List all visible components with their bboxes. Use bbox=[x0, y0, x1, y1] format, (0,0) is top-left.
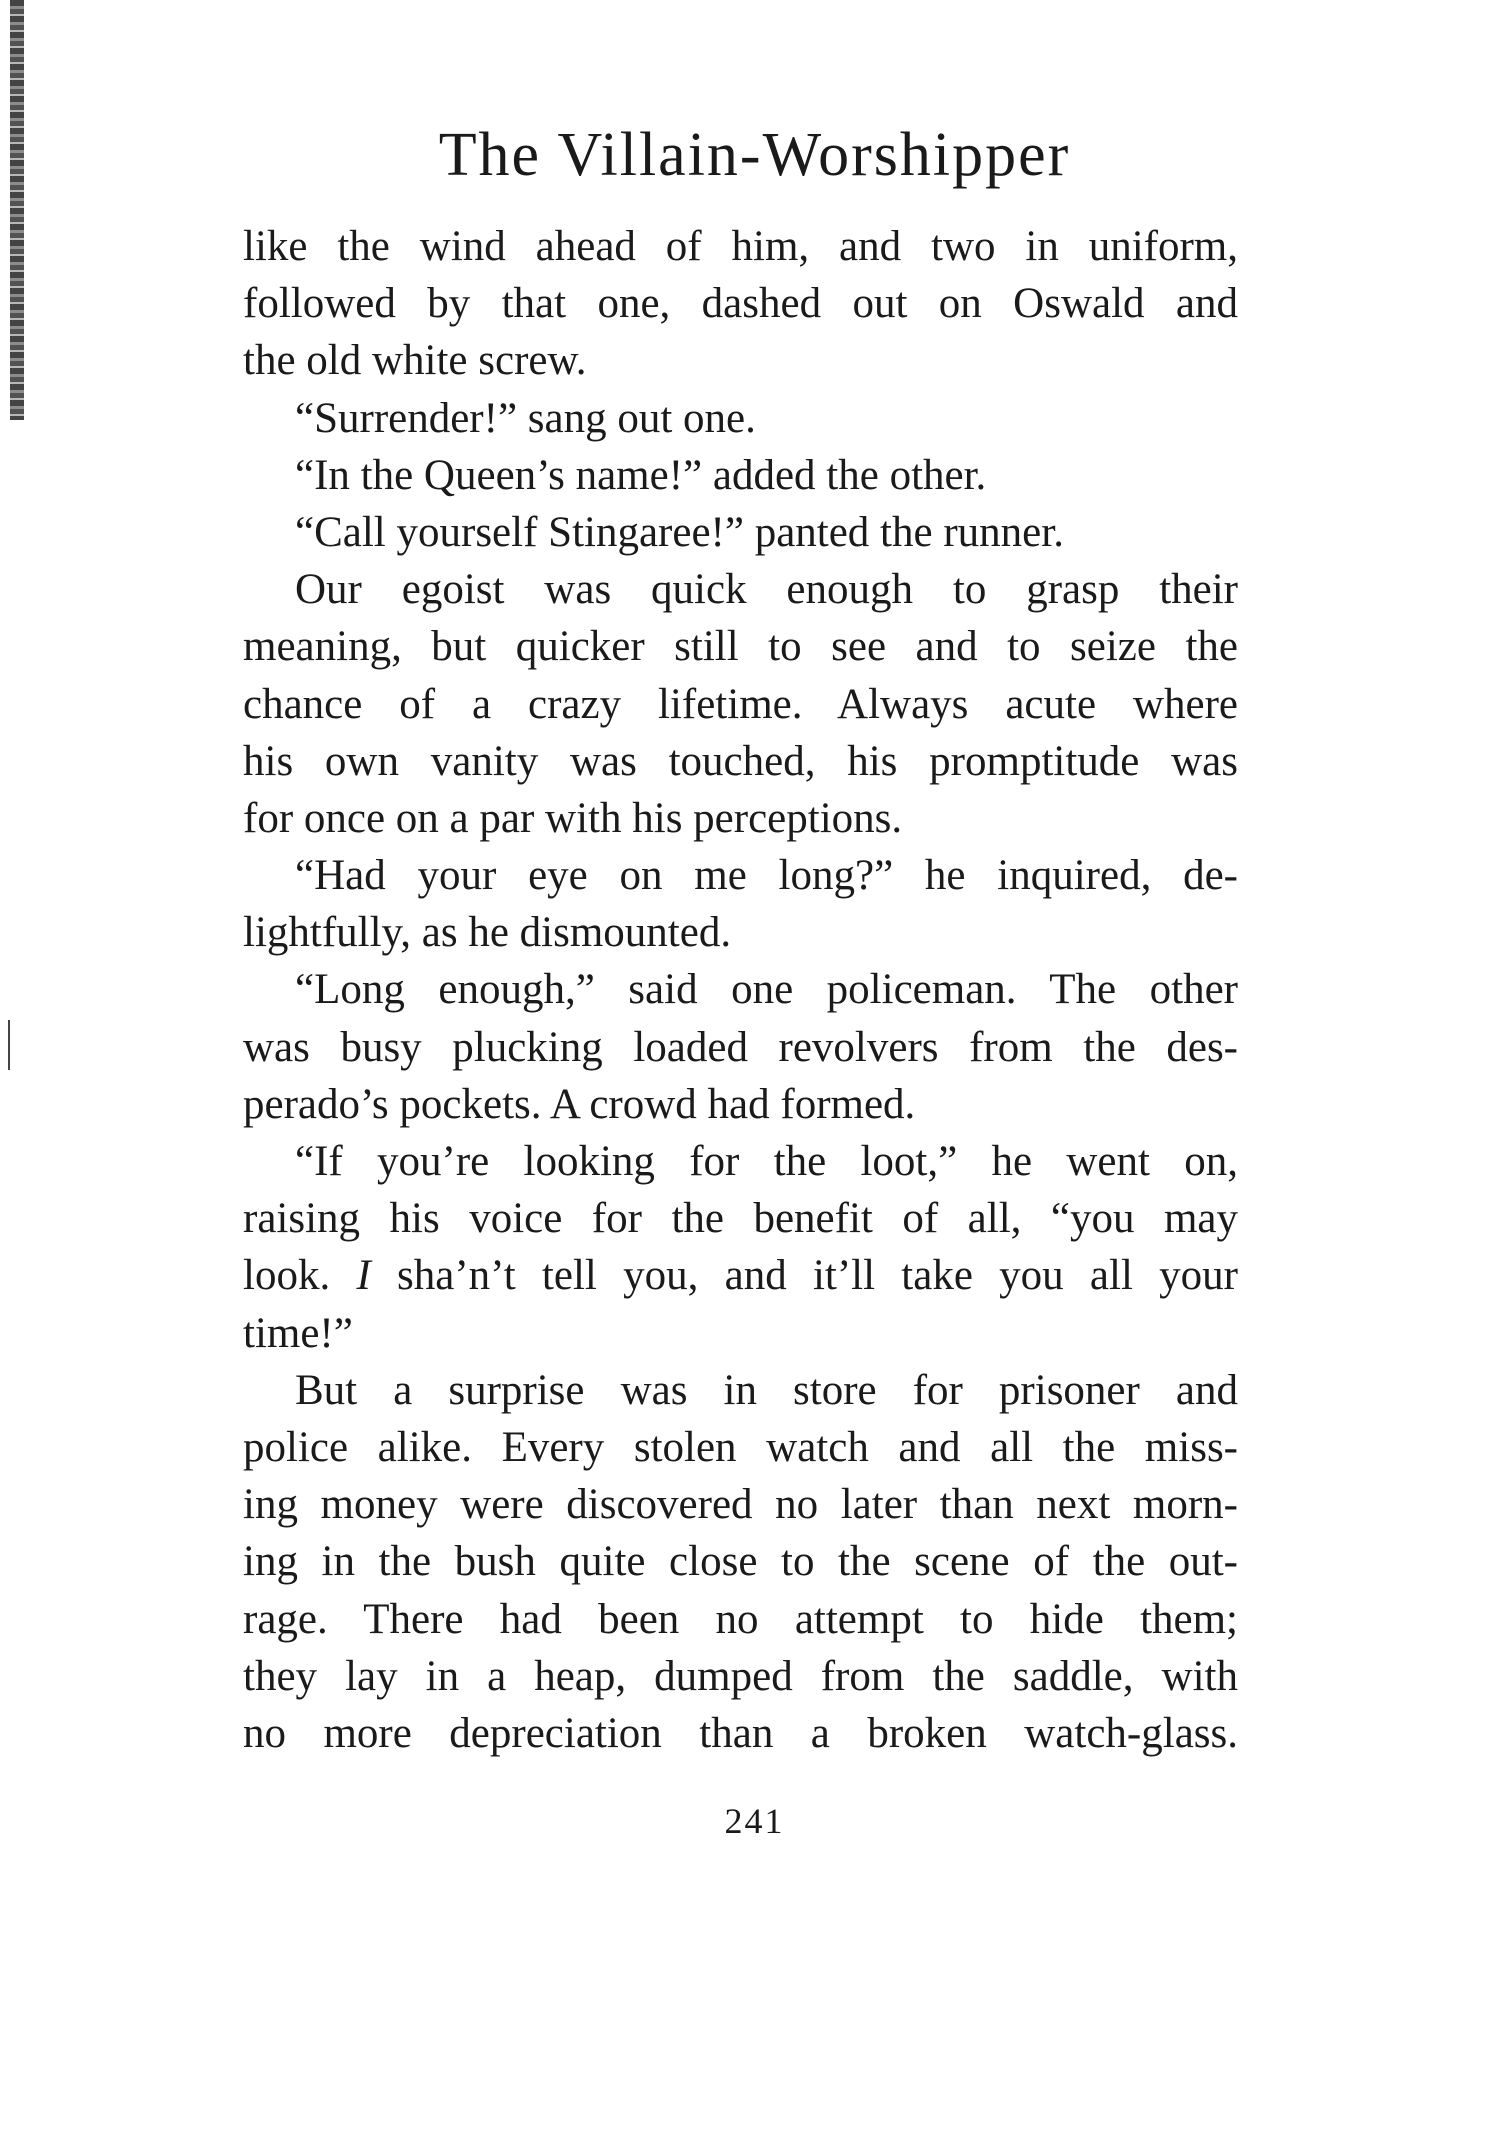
page-edge-scan-mark bbox=[10, 0, 24, 420]
text-line: ing in the bush quite close to the scene of the out- bbox=[243, 1538, 1238, 1586]
text-line: ing money were discovered no later than next morn- bbox=[243, 1481, 1238, 1529]
text-line: meaning, but quicker still to see and to seize the bbox=[243, 623, 1238, 671]
text-line: “Call yourself Stingaree!” panted the runner. bbox=[295, 508, 1064, 556]
text-line: Our egoist was quick enough to grasp their bbox=[295, 566, 1238, 614]
text-line: for once on a par with his perceptions. bbox=[243, 794, 903, 842]
text-line: chance of a crazy lifetime. Always acute where bbox=[243, 680, 1238, 728]
text-line: “Had your eye on me long?” he inquired, de- bbox=[295, 852, 1238, 900]
text-line: look. I sha’n’t tell you, and it’ll take you all your bbox=[243, 1252, 1238, 1300]
text-line: the old white screw. bbox=[243, 337, 587, 385]
text-line: rage. There had been no attempt to hide them; bbox=[243, 1595, 1238, 1643]
text-line: like the wind ahead of him, and two in uniform, bbox=[243, 223, 1238, 270]
text-line: followed by that one, dashed out on Oswald and bbox=[243, 280, 1238, 328]
text-line: perado’s pockets. A crowd had formed. bbox=[243, 1080, 916, 1128]
text-line: “If you’re looking for the loot,” he went on, bbox=[295, 1138, 1238, 1185]
text-line: raising his voice for the benefit of all, “you may bbox=[243, 1195, 1238, 1243]
text-line: But a surprise was in store for prisoner and bbox=[295, 1366, 1238, 1414]
emphasis-i: I bbox=[356, 1252, 371, 1300]
body-text bbox=[243, 218, 1238, 1762]
text-line: “In the Queen’s name!” added the other. bbox=[295, 451, 987, 499]
text-line: his own vanity was touched, his promptitude was bbox=[243, 737, 1238, 785]
running-head: The Villain-Worshipper bbox=[438, 121, 1071, 189]
text-line: was busy plucking loaded revolvers from the des- bbox=[243, 1023, 1238, 1071]
text-line: lightfully, as he dismounted. bbox=[243, 909, 732, 957]
text-line: they lay in a heap, dumped from the saddle, with bbox=[243, 1652, 1238, 1700]
text-line: “Surrender!” sang out one. bbox=[295, 394, 756, 442]
text-line: “Long enough,” said one policeman. The other bbox=[295, 966, 1238, 1014]
page-edge-tick bbox=[8, 1020, 10, 1070]
text-line: time!” bbox=[243, 1309, 353, 1357]
page-number: 241 bbox=[724, 1801, 785, 1841]
text-line: no more depreciation than a broken watch-glass. bbox=[243, 1709, 1238, 1757]
text-line: police alike. Every stolen watch and all the miss- bbox=[243, 1423, 1238, 1471]
